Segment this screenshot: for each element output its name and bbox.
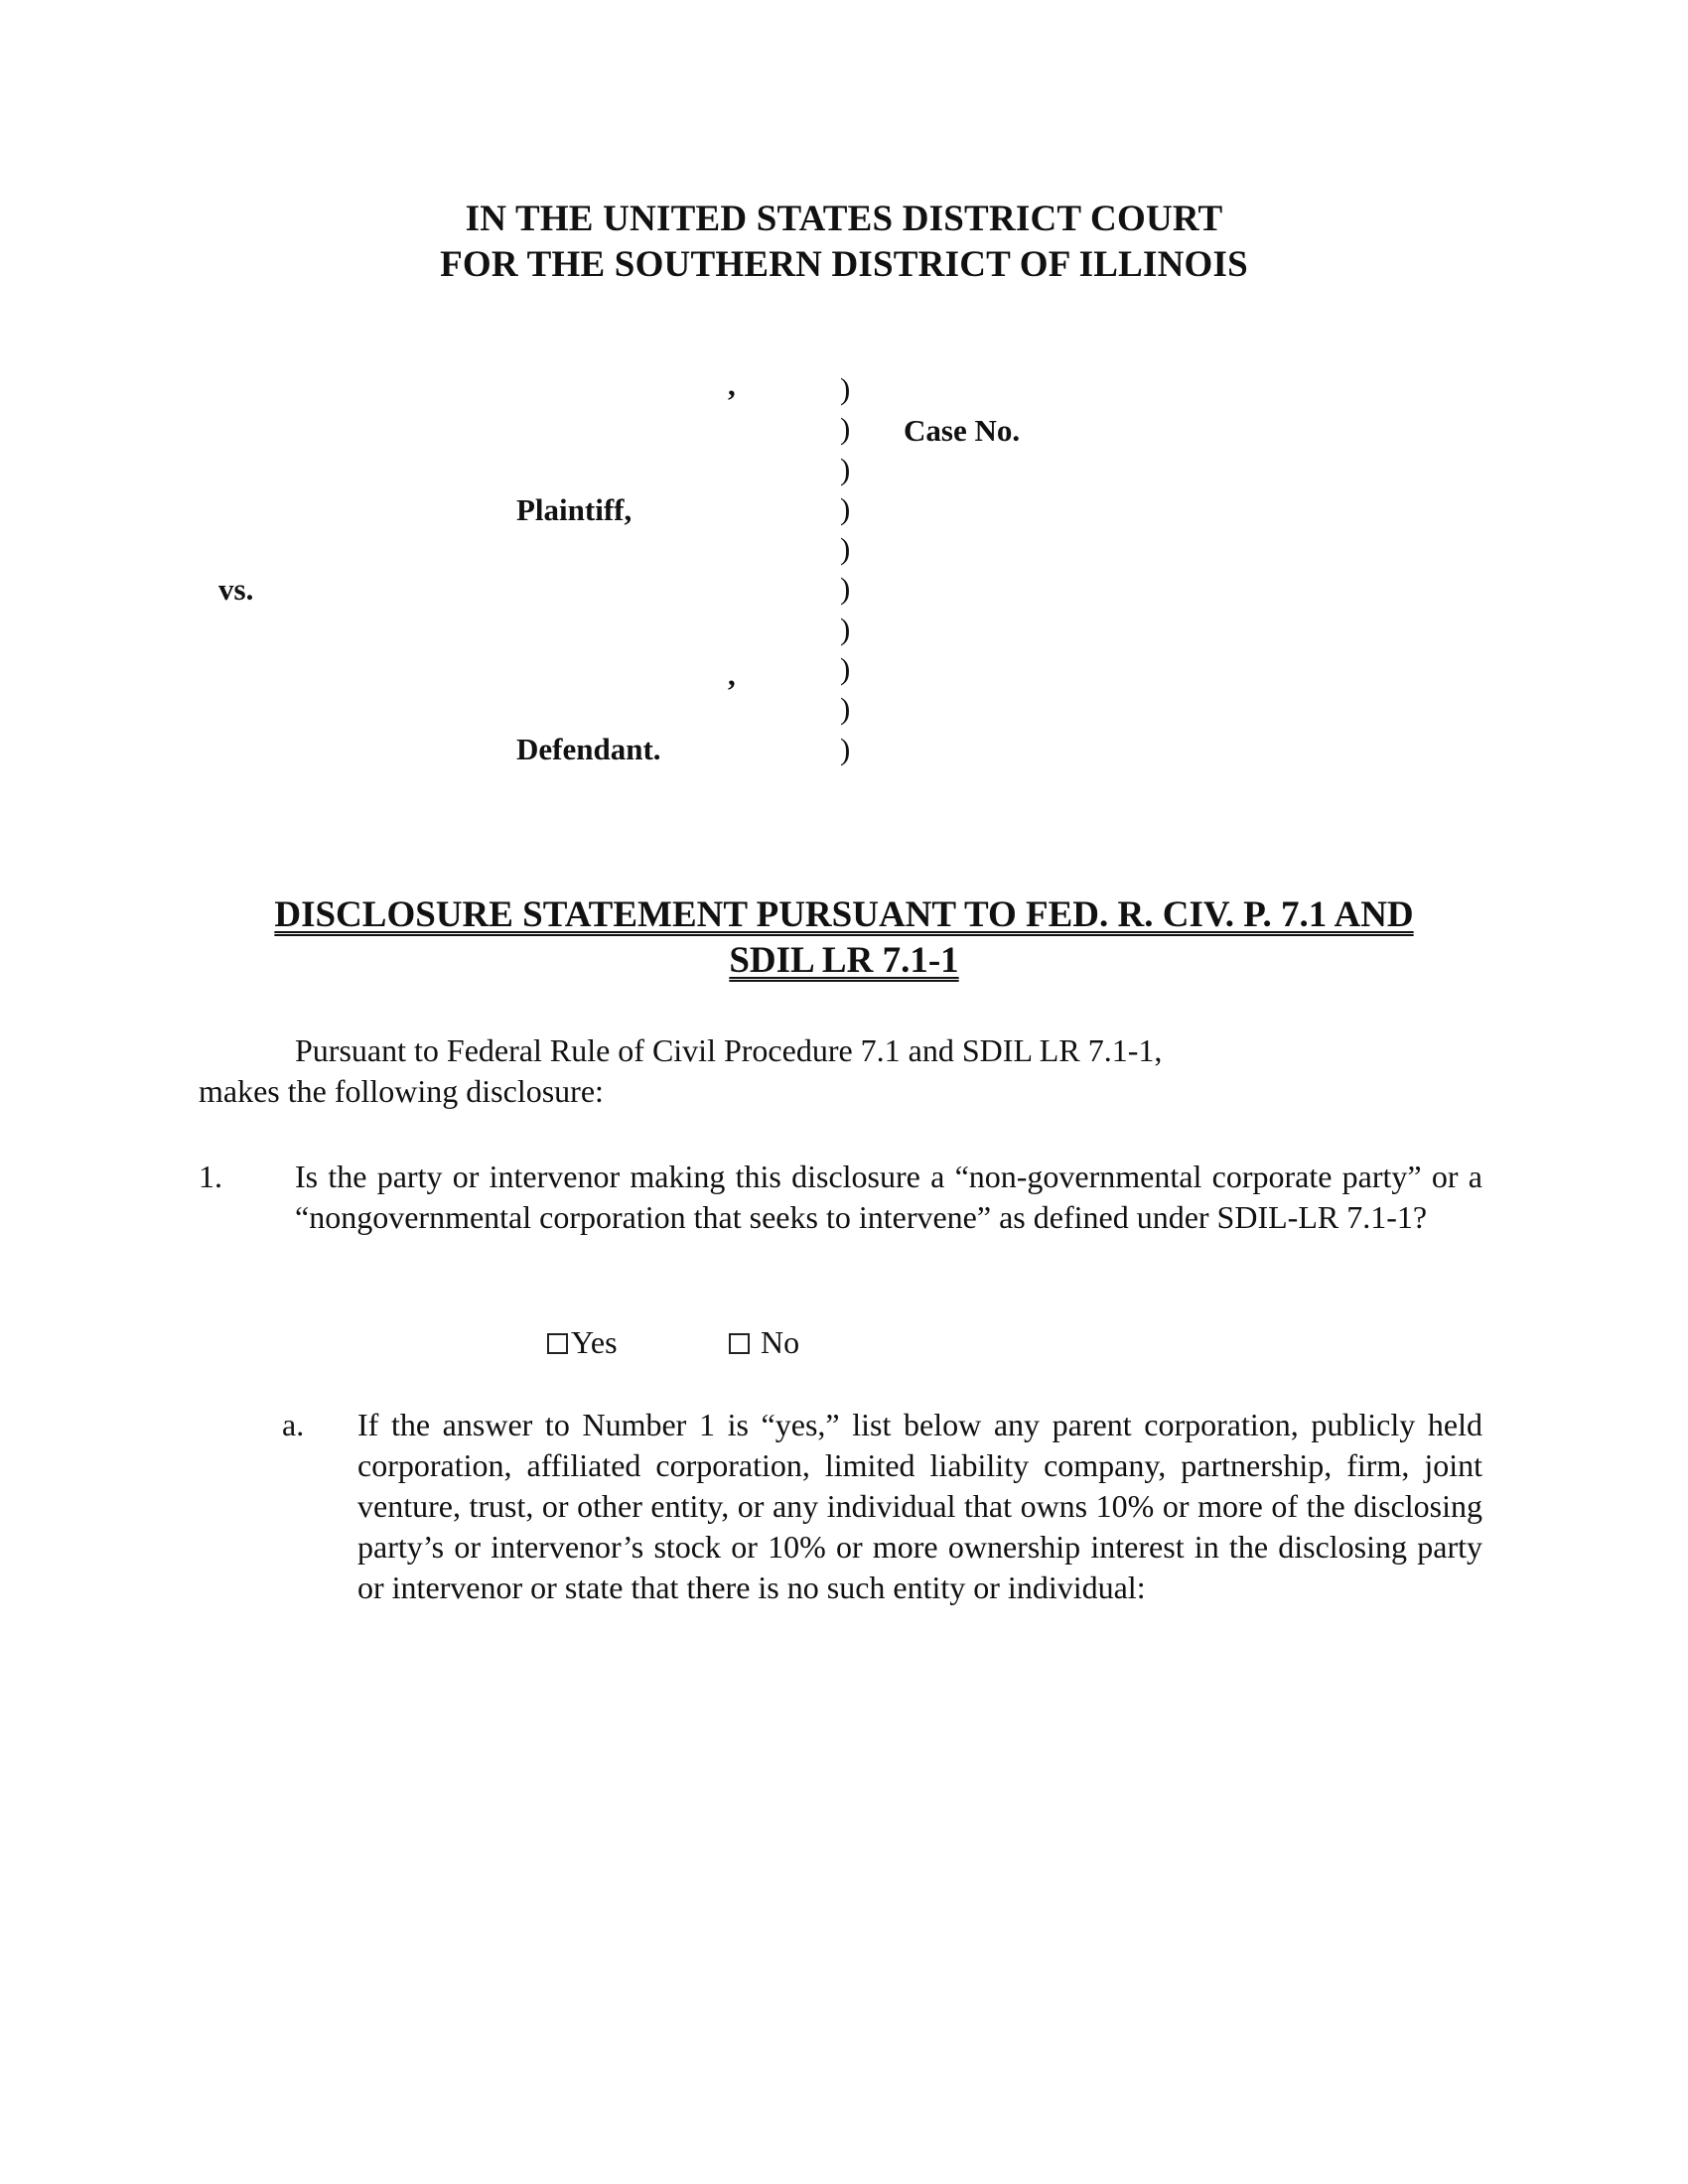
intro-line1: Pursuant to Federal Rule of Civil Procedure 7.1 and SDIL LR 7.1-1, <box>295 1032 1163 1068</box>
caption-parenthesis: ) <box>840 531 851 567</box>
caption-parenthesis: ) <box>840 571 851 607</box>
no-checkbox[interactable] <box>729 1333 750 1354</box>
no-option[interactable] <box>729 1322 799 1363</box>
versus-label: vs. <box>218 572 254 607</box>
court-title-line1: IN THE UNITED STATES DISTRICT COURT <box>465 199 1223 239</box>
yes-label: Yes <box>571 1324 618 1360</box>
yes-checkbox[interactable] <box>547 1333 568 1354</box>
caption-parenthesis: ) <box>840 611 851 646</box>
plaintiff-label: Plaintiff, <box>516 492 633 527</box>
caption-parenthesis: ) <box>840 451 851 486</box>
defendant-name-comma: , <box>728 657 736 692</box>
yes-option[interactable] <box>547 1322 618 1363</box>
case-number-label: Case No. <box>904 413 1021 448</box>
question1a-text: If the answer to Number 1 is “yes,” list below any parent corporation, publicly held corporation, affiliated corporation, limited liability company, partnership, firm, joint venture, trust, or other entity, or any individual that owns 10% or more of the disclosing party’s or intervenor’s stock or 10% or more ownership interest in the disclosing party or intervenor or state that there is no such entity or individual: <box>357 1407 1482 1605</box>
document-heading-line2: SDIL LR 7.1-1 <box>729 940 959 981</box>
caption-parenthesis-column <box>840 369 860 769</box>
caption-parenthesis: ) <box>840 691 851 727</box>
defendant-label: Defendant. <box>516 732 661 766</box>
intro-line2: makes the following disclosure: <box>199 1073 604 1109</box>
caption-parenthesis: ) <box>840 411 851 447</box>
court-title-line2: FOR THE SOUTHERN DISTRICT OF ILLINOIS <box>440 244 1248 285</box>
question1a-letter: a. <box>282 1407 305 1442</box>
plaintiff-name-comma: , <box>728 367 736 402</box>
question1-text: Is the party or intervenor making this disclosure a “non-governmental corporate party” or a “nongovernmental corporation that seeks to intervene” as defined under SDIL-LR 7.1-1? <box>295 1159 1482 1235</box>
caption-parenthesis: ) <box>840 371 851 406</box>
court-title <box>0 197 1688 288</box>
caption-parenthesis: ) <box>840 651 851 687</box>
caption-parenthesis: ) <box>840 731 851 766</box>
document-heading-line1: DISCLOSURE STATEMENT PURSUANT TO FED. R. CIV. P. 7.1 AND <box>274 894 1414 935</box>
caption-parenthesis: ) <box>840 490 851 526</box>
question1-number: 1. <box>199 1159 222 1194</box>
document-heading <box>199 892 1489 984</box>
no-label: No <box>761 1324 800 1360</box>
